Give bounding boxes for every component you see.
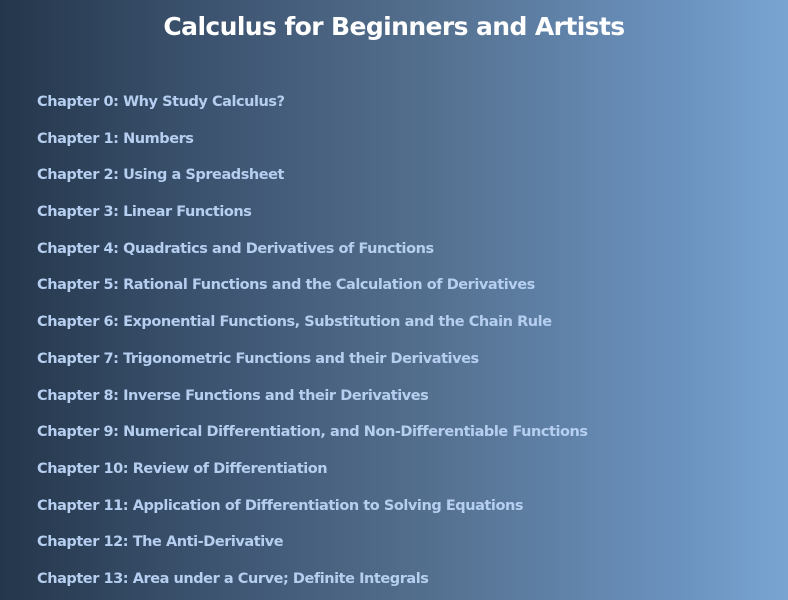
chapter-link-13[interactable]: Chapter 13: Area under a Curve; Definite Integrals — [37, 570, 429, 587]
list-item — [37, 163, 588, 200]
list-item — [37, 567, 588, 600]
chapter-link-2[interactable]: Chapter 2: Using a Spreadsheet — [37, 167, 285, 184]
chapter-link-9[interactable]: Chapter 9: Numerical Differentiation, and Non-Differentiable Functions — [37, 424, 588, 441]
chapter-link-3[interactable]: Chapter 3: Linear Functions — [37, 204, 252, 221]
chapter-link-11[interactable]: Chapter 11: Application of Differentiation to Solving Equations — [37, 497, 524, 514]
chapter-link-10[interactable]: Chapter 10: Review of Differentiation — [37, 460, 328, 477]
chapter-link-1[interactable]: Chapter 1: Numbers — [37, 130, 194, 147]
list-item — [37, 310, 588, 347]
chapter-link-12[interactable]: Chapter 12: The Anti-Derivative — [37, 534, 284, 551]
list-item — [37, 457, 588, 494]
list-item — [37, 347, 588, 384]
list-item — [37, 237, 588, 274]
list-item — [37, 127, 588, 164]
list-item — [37, 420, 588, 457]
list-item — [37, 273, 588, 310]
page-title: Calculus for Beginners and Artists — [163, 12, 625, 41]
chapter-link-4[interactable]: Chapter 4: Quadratics and Derivatives of Functions — [37, 240, 434, 257]
list-item — [37, 494, 588, 531]
list-item — [37, 384, 588, 421]
chapter-link-6[interactable]: Chapter 6: Exponential Functions, Substitution and the Chain Rule — [37, 314, 552, 331]
chapter-link-0[interactable]: Chapter 0: Why Study Calculus? — [37, 94, 285, 110]
chapter-link-7[interactable]: Chapter 7: Trigonometric Functions and their Derivatives — [37, 350, 479, 367]
chapter-list — [37, 90, 588, 600]
chapter-link-8[interactable]: Chapter 8: Inverse Functions and their Derivatives — [37, 387, 429, 404]
list-item — [37, 530, 588, 567]
chapter-link-5[interactable]: Chapter 5: Rational Functions and the Calculation of Derivatives — [37, 277, 535, 294]
list-item — [37, 90, 588, 127]
list-item — [37, 200, 588, 237]
